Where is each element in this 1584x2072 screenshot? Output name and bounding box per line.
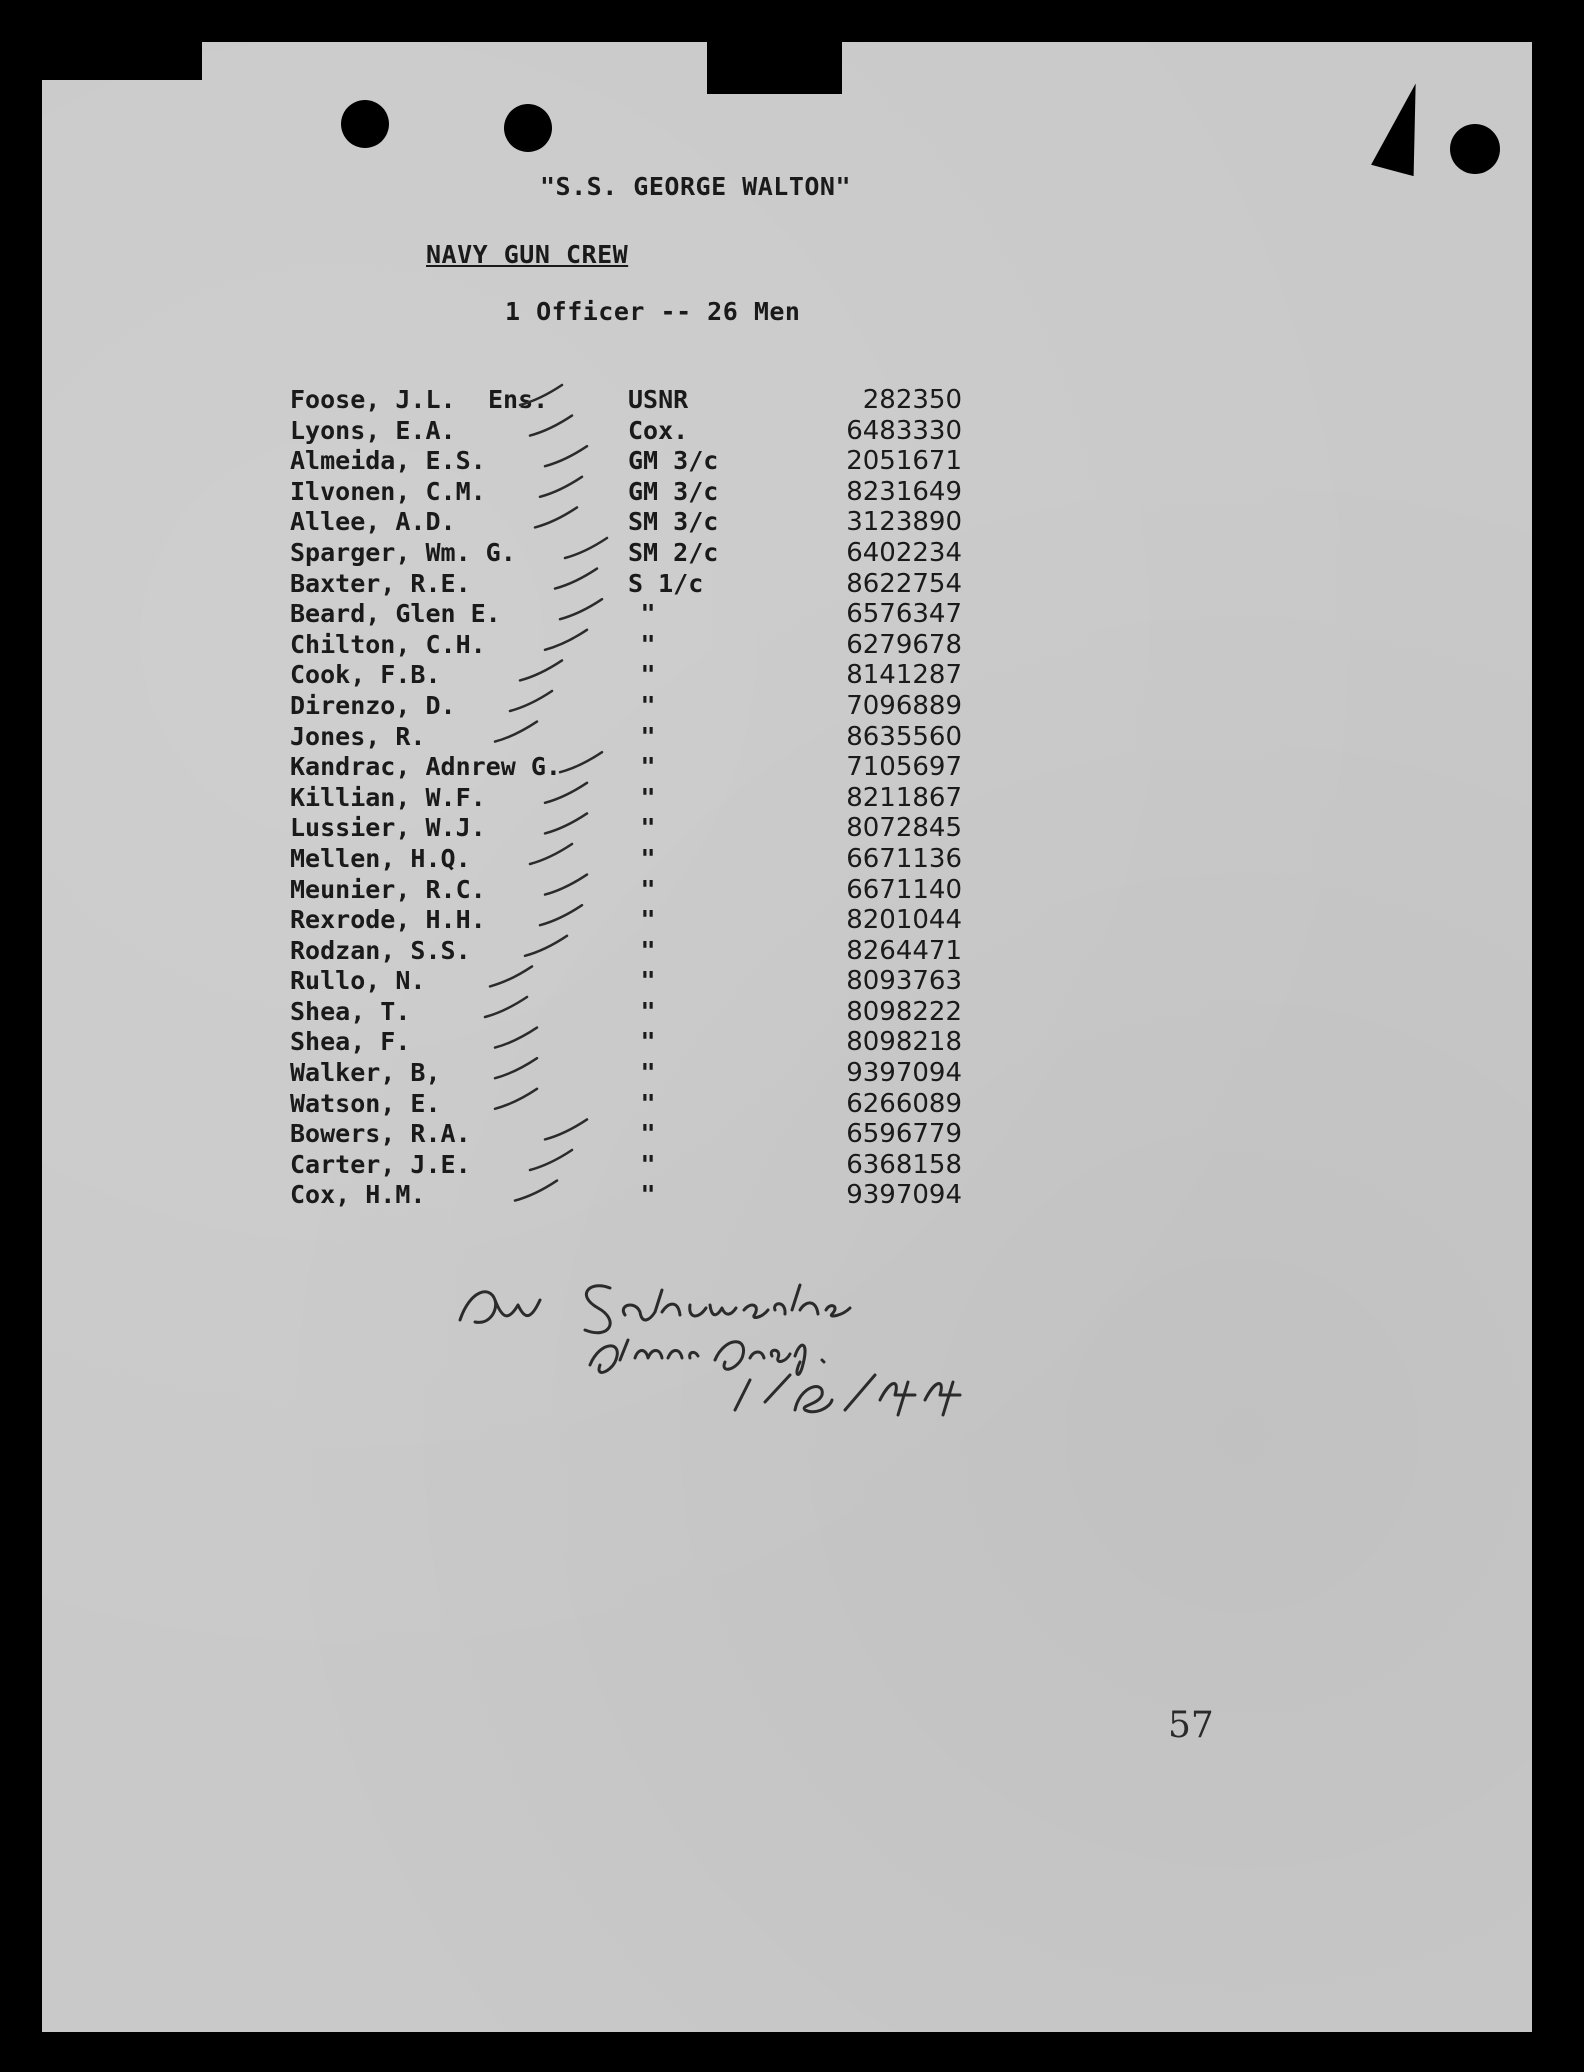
service-number: 8098222 <box>846 996 962 1027</box>
service-number: 7096889 <box>846 690 962 721</box>
service-number: 8635560 <box>846 721 962 752</box>
crew-name: Watson, E. <box>290 1088 441 1118</box>
roster-row <box>290 630 1010 661</box>
ditto-mark: " <box>640 996 656 1026</box>
ditto-mark: " <box>640 843 656 873</box>
service-number: 9397094 <box>846 1058 962 1089</box>
ditto-mark: " <box>640 752 656 782</box>
crew-rating: GM 3/c <box>628 446 719 476</box>
ditto-mark: " <box>640 1088 656 1118</box>
service-number: 8141287 <box>846 660 962 691</box>
crew-name: Rullo, N. <box>290 966 426 996</box>
torn-edge <box>42 42 202 80</box>
crew-name: Cox, H.M. <box>290 1180 426 1210</box>
ditto-mark: " <box>640 690 656 720</box>
crew-rating: Cox. <box>628 415 689 445</box>
crew-name: Mellen, H.Q. <box>290 843 471 873</box>
service-number: 8211867 <box>846 782 962 813</box>
roster-row <box>290 385 1010 416</box>
service-number: 8264471 <box>846 935 962 966</box>
ditto-mark: " <box>640 1058 656 1088</box>
crew-name: Cook, F.B. <box>290 660 441 690</box>
page-number: 57 <box>1168 1705 1214 1746</box>
crew-name: Meunier, R.C. <box>290 874 486 904</box>
crew-name: Lyons, E.A. <box>290 415 456 445</box>
crew-name: Sparger, Wm. G. <box>290 537 516 567</box>
roster-row <box>290 783 1010 814</box>
crew-rating: S 1/c <box>628 568 704 598</box>
ditto-mark: " <box>640 874 656 904</box>
roster-row <box>290 691 1010 722</box>
service-number: 6671140 <box>846 874 962 905</box>
crew-rating: USNR <box>628 385 689 414</box>
punch-hole <box>1450 124 1500 174</box>
roster-row <box>290 905 1010 936</box>
crew-name: Rodzan, S.S. <box>290 935 471 965</box>
service-number: 8201044 <box>846 905 962 936</box>
roster-row <box>290 538 1010 569</box>
service-number: 3123890 <box>846 507 962 538</box>
ship-title: "S.S. GEORGE WALTON" <box>540 172 852 201</box>
roster-row <box>290 936 1010 967</box>
service-number: 8622754 <box>846 568 962 599</box>
crew-roster <box>290 385 1010 1211</box>
crew-name: Ilvonen, C.M. <box>290 476 486 506</box>
roster-row <box>290 599 1010 630</box>
crew-name: Lussier, W.J. <box>290 813 486 843</box>
ditto-mark: " <box>640 660 656 690</box>
roster-row <box>290 446 1010 477</box>
service-number: 6266089 <box>846 1088 962 1119</box>
service-number: 8072845 <box>846 813 962 844</box>
roster-row <box>290 1150 1010 1181</box>
service-number: 9397094 <box>846 1180 962 1211</box>
crew-name: Rexrode, H.H. <box>290 905 486 935</box>
ditto-mark: " <box>640 905 656 935</box>
service-number: 6483330 <box>846 415 962 446</box>
roster-row <box>290 875 1010 906</box>
crew-name: Foose, J.L. <box>290 385 456 414</box>
ditto-mark: " <box>640 813 656 843</box>
punch-hole <box>504 104 552 152</box>
crew-name: Walker, B, <box>290 1058 441 1088</box>
roster-row <box>290 1027 1010 1058</box>
service-number: 8093763 <box>846 966 962 997</box>
ditto-mark: " <box>640 966 656 996</box>
service-number: 6596779 <box>846 1119 962 1150</box>
crew-officer-rank: Ens. <box>488 385 549 414</box>
ditto-mark: " <box>640 599 656 629</box>
service-number: 8231649 <box>846 476 962 507</box>
roster-row <box>290 1119 1010 1150</box>
roster-row <box>290 722 1010 753</box>
roster-row <box>290 569 1010 600</box>
ditto-mark: " <box>640 629 656 659</box>
torn-edge <box>707 42 842 94</box>
roster-row <box>290 844 1010 875</box>
service-number: 2051671 <box>846 446 962 477</box>
ditto-mark: " <box>640 1027 656 1057</box>
crew-heading: NAVY GUN CREW <box>426 240 629 269</box>
ditto-mark: " <box>640 1180 656 1210</box>
roster-row <box>290 813 1010 844</box>
crew-name: Baxter, R.E. <box>290 568 471 598</box>
roster-row <box>290 997 1010 1028</box>
crew-name: Shea, T. <box>290 996 411 1026</box>
crew-name: Carter, J.E. <box>290 1149 471 1179</box>
roster-row <box>290 507 1010 538</box>
ditto-mark: " <box>640 1149 656 1179</box>
crew-complement: 1 Officer -- 26 Men <box>505 297 801 326</box>
inspector-signature <box>450 1270 1150 1440</box>
ditto-mark: " <box>640 935 656 965</box>
crew-name: Killian, W.F. <box>290 782 486 812</box>
punch-hole <box>341 100 389 148</box>
crew-rating: SM 2/c <box>628 537 719 567</box>
crew-rating: SM 3/c <box>628 507 719 537</box>
crew-name: Almeida, E.S. <box>290 446 486 476</box>
service-number: 8098218 <box>846 1027 962 1058</box>
crew-name: Bowers, R.A. <box>290 1119 471 1149</box>
corner-tear-mark <box>1371 78 1437 176</box>
roster-row <box>290 1089 1010 1120</box>
crew-name: Jones, R. <box>290 721 426 751</box>
service-number: 6576347 <box>846 599 962 630</box>
ditto-mark: " <box>640 1119 656 1149</box>
crew-rating: GM 3/c <box>628 476 719 506</box>
crew-name: Direnzo, D. <box>290 690 456 720</box>
roster-row <box>290 660 1010 691</box>
service-number: 6671136 <box>846 843 962 874</box>
service-number: 6402234 <box>846 537 962 568</box>
roster-row <box>290 416 1010 447</box>
service-number: 7105697 <box>846 752 962 783</box>
crew-name: Kandrac, Adnrew G. <box>290 752 561 782</box>
service-number: 6279678 <box>846 629 962 660</box>
page-edge <box>1532 42 1542 2032</box>
roster-row <box>290 1180 1010 1211</box>
crew-name: Chilton, C.H. <box>290 629 486 659</box>
roster-row <box>290 966 1010 997</box>
crew-name: Shea, F. <box>290 1027 411 1057</box>
crew-name: Beard, Glen E. <box>290 599 501 629</box>
ditto-mark: " <box>640 782 656 812</box>
roster-row <box>290 752 1010 783</box>
roster-row <box>290 1058 1010 1089</box>
crew-name: Allee, A.D. <box>290 507 456 537</box>
service-number: 6368158 <box>846 1149 962 1180</box>
ditto-mark: " <box>640 721 656 751</box>
roster-row <box>290 477 1010 508</box>
service-number: 282350 <box>862 385 962 415</box>
